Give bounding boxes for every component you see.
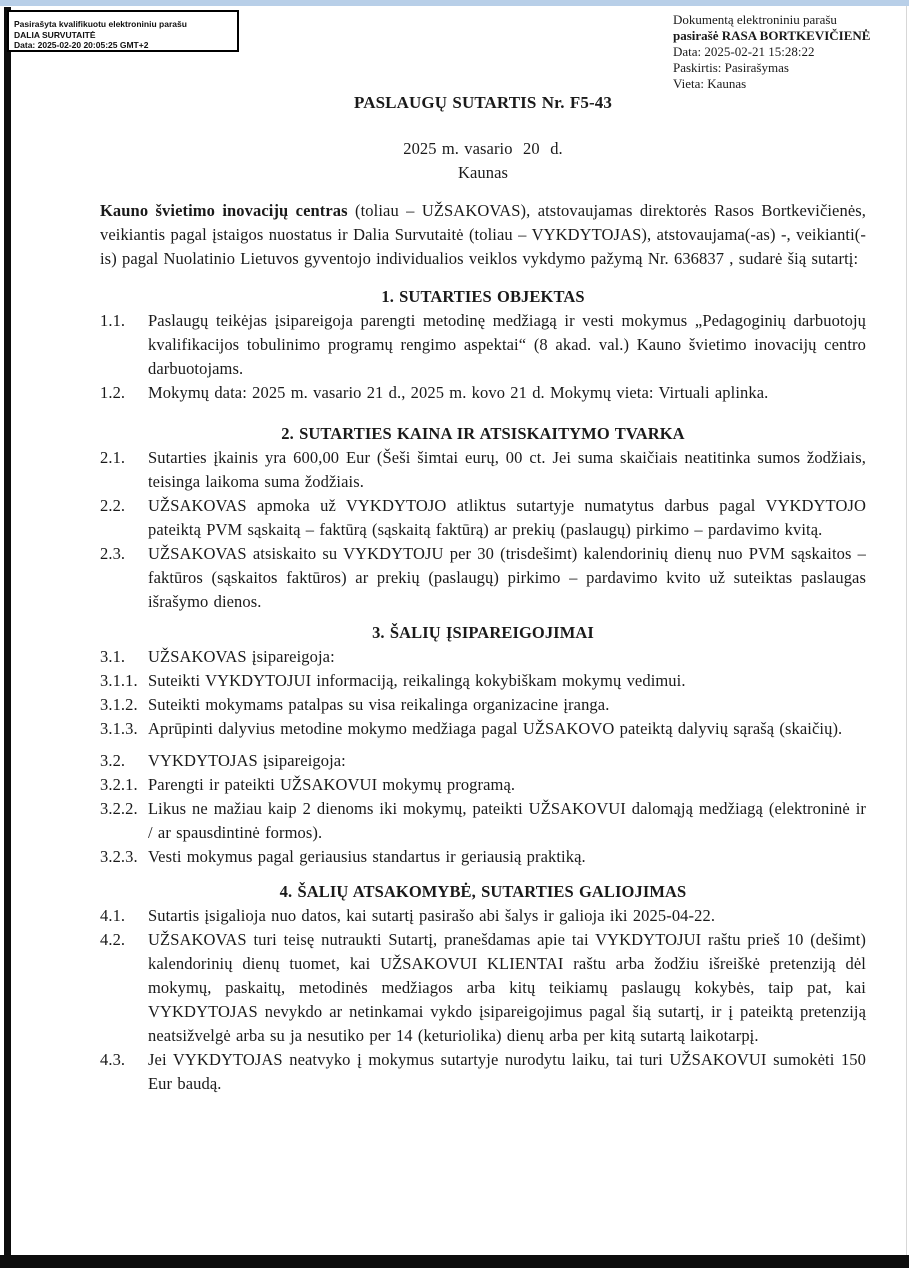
item-number: 3.1.3. <box>100 719 138 738</box>
contract-body <box>100 0 866 1096</box>
item-number: 4.1. <box>100 906 126 925</box>
contract-title: PASLAUGŲ SUTARTIS Nr. F5-43 <box>354 93 612 112</box>
item-text: Vesti mokymus pagal geriausius standartus ir geriausią praktiką. <box>148 847 586 866</box>
contract-item-3-2-1 <box>100 773 866 797</box>
stamp-line: Data: 2025-02-20 20:05:25 GMT+2 <box>14 40 149 50</box>
item-number: 3.2.2. <box>100 799 138 818</box>
intro-text: (toliau – UŽSAKOVAS), atstovaujamas direktorės Rasos Bortkevičienės, veikiantis pagal įstaigos nuostatus ir Dalia Survutaitė (toliau – VYKDYTOJAS), atstovaujama(-as) -, veikianti(-is) pagal Nuolatinio Lietuvos gyventojo individualios veiklos vykdymo pažymą Nr. 636837 , sudarė šią sutartį: <box>100 201 866 268</box>
item-text: UŽSAKOVAS įsipareigoja: <box>148 647 335 666</box>
contract-item-3-2 <box>100 749 866 773</box>
stamp-line-signer-name: pasirašė RASA BORTKEVIČIENĖ <box>673 28 871 43</box>
intro-party-name: Kauno švietimo inovacijų centras <box>100 201 348 220</box>
intro-paragraph <box>100 199 866 271</box>
item-text: Suteikti VYKDYTOJUI informaciją, reikalingą kokybiškam mokymų vedimui. <box>148 671 686 690</box>
contract-item-3-1-3 <box>100 717 866 741</box>
signature-stamp-rasa <box>673 12 870 92</box>
contract-item-3-1-1 <box>100 669 866 693</box>
contract-item-4-1 <box>100 904 866 928</box>
item-number: 3.1. <box>100 647 126 666</box>
contract-item-3-2-2 <box>100 797 866 845</box>
item-text: Sutartis įsigalioja nuo datos, kai sutartį pasirašo abi šalys ir galioja iki 2025-04-22. <box>148 906 716 925</box>
item-text: Sutarties įkainis yra 600,00 Eur (Šeši šimtai eurų, 00 ct. Jei suma skaičiais neatitinka sumos žodžiais, teisinga laikoma suma žodžiais. <box>148 448 866 491</box>
stamp-line: Pasirašyta kvalifikuotu elektroniniu parašu <box>14 19 187 29</box>
scan-top-strip <box>0 0 909 6</box>
stamp-line: Paskirtis: Pasirašymas <box>673 60 789 75</box>
contract-date: 2025 m. vasario 20 d. <box>403 139 563 158</box>
contract-item-1-2 <box>100 381 866 405</box>
contract-item-3-1 <box>100 645 866 669</box>
item-text: Parengti ir pateikti UŽSAKOVUI mokymų programą. <box>148 775 516 794</box>
item-number: 3.1.2. <box>100 695 138 714</box>
signature-stamp-dalia <box>7 10 239 52</box>
contract-item-2-2 <box>100 494 866 542</box>
item-text: Mokymų data: 2025 m. vasario 21 d., 2025 m. kovo 21 d. Mokymų vieta: Virtuali aplinka. <box>148 383 769 402</box>
scan-bottom-bar-artifact <box>0 1255 909 1268</box>
contract-item-4-2 <box>100 928 866 1048</box>
contract-city: Kaunas <box>457 163 509 182</box>
item-number: 3.2.3. <box>100 847 138 866</box>
scan-left-bar-artifact <box>4 7 11 1256</box>
item-number: 3.1.1. <box>100 671 138 690</box>
item-text: VYKDYTOJAS įsipareigoja: <box>148 751 346 770</box>
section-heading-4: 4. ŠALIŲ ATSAKOMYBĖ, SUTARTIES GALIOJIMAS <box>279 882 687 901</box>
contract-item-2-3 <box>100 542 866 614</box>
item-number: 4.2. <box>100 930 126 949</box>
item-text: UŽSAKOVAS turi teisę nutraukti Sutartį, pranešdamas apie tai VYKDYTOJUI raštu prieš 10 (dešimt) kalendorinių dienų tuomet, kai UŽSAKOVUI KLIENTAI raštu arba žodžiu išreiškė pretenziją dėl mokymų, paskaitų, metodinės medžiagos arba kitų teikiamų paslaugų kokybės, taip pat, kai VYKDYTOJAS nevykdo ar netinkamai vykdo įsipareigojimus pagal šią sutartį, ir į pateiktą pretenziją neatsižvelgė arba su ja nesutiko per 14 (keturiolika) dienų arba per kitą sutartą laikotarpį. <box>148 930 866 1045</box>
stamp-line: Data: 2025-02-21 15:28:22 <box>673 44 815 59</box>
item-text: Paslaugų teikėjas įsipareigoja parengti metodinę medžiagą ir vesti mokymus „Pedagoginių darbuotojų kvalifikacijos tobulinimo programų rengimo aspektai“ (8 akad. val.) Kauno švietimo inovacijų centro darbuotojams. <box>148 311 866 378</box>
contract-item-1-1 <box>100 309 866 381</box>
item-number: 2.2. <box>100 496 126 515</box>
item-number: 1.1. <box>100 311 126 330</box>
stamp-line: DALIA SURVUTAITĖ <box>14 29 96 40</box>
item-text: Aprūpinti dalyvius metodine mokymo medžiaga pagal UŽSAKOVO pateiktą dalyvių sąrašą (skaičių). <box>148 719 843 738</box>
item-number: 1.2. <box>100 383 126 402</box>
item-text: Suteikti mokymams patalpas su visa reikalinga organizacine įranga. <box>148 695 610 714</box>
contract-item-2-1 <box>100 446 866 494</box>
item-number: 3.2. <box>100 751 126 770</box>
item-text: UŽSAKOVAS apmoka už VYKDYTOJO atliktus sutartyje numatytus darbus pagal VYKDYTOJO pateiktą PVM sąskaitą – faktūrą (sąskaitą faktūrą) ar prekių (paslaugų) pirkimo – pardavimo kvitą. <box>148 496 866 539</box>
contract-item-3-1-2 <box>100 693 866 717</box>
contract-item-3-2-3 <box>100 845 866 869</box>
contract-item-4-3 <box>100 1048 866 1096</box>
item-text: Likus ne mažiau kaip 2 dienoms iki mokymų, pateikti UŽSAKOVUI dalomąją medžiagą (elektroninė ir / ar spausdintinė formos). <box>148 799 866 842</box>
item-number: 4.3. <box>100 1050 126 1069</box>
item-text: UŽSAKOVAS atsiskaito su VYKDYTOJU per 30 (trisdešimt) kalendorinių dienų nuo PVM sąskaitos – faktūros (sąskaitos faktūros) ar prekių (paslaugų) pirkimo – pardavimo kvito už suteiktas paslaugas išrašymo dienos. <box>148 544 866 611</box>
item-text: Jei VYKDYTOJAS neatvyko į mokymus sutartyje nurodytu laiku, tai turi UŽSAKOVUI sumokėti 150 Eur baudą. <box>148 1050 866 1093</box>
section-heading-1: 1. SUTARTIES OBJEKTAS <box>381 287 585 306</box>
section-heading-3: 3. ŠALIŲ ĮSIPAREIGOJIMAI <box>372 623 594 642</box>
stamp-line: Dokumentą elektroniniu parašu <box>673 12 837 27</box>
item-number: 3.2.1. <box>100 775 138 794</box>
section-heading-2: 2. SUTARTIES KAINA IR ATSISKAITYMO TVARKA <box>281 424 685 443</box>
stamp-line: Vieta: Kaunas <box>673 76 747 91</box>
page-right-edge-line <box>906 6 907 1255</box>
item-number: 2.3. <box>100 544 126 563</box>
item-number: 2.1. <box>100 448 126 467</box>
